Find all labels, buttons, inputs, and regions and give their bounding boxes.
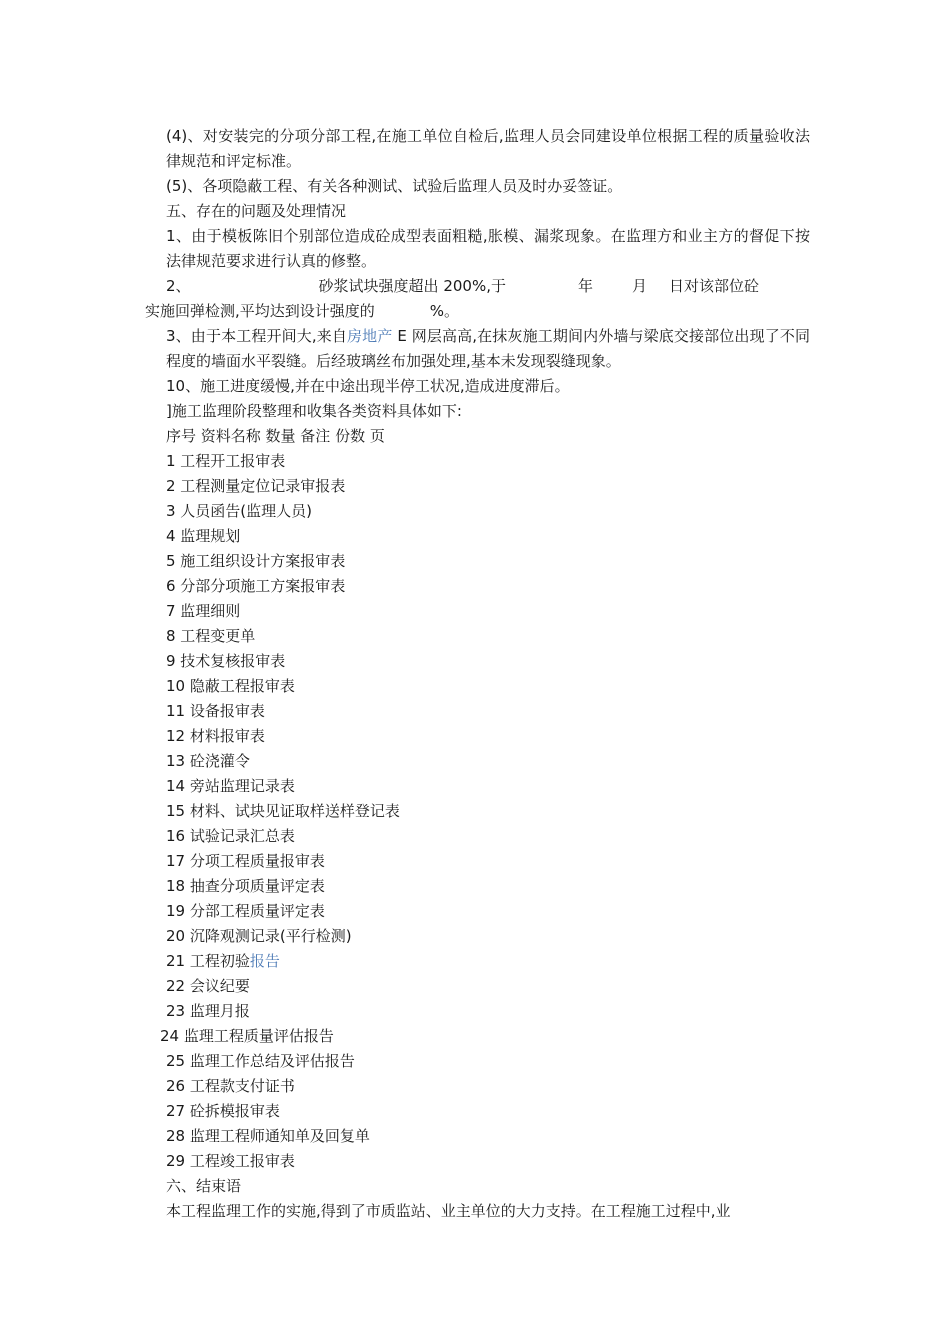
list-item: 13 砼浇灌令 xyxy=(166,752,250,770)
list-item: 7 监理细则 xyxy=(166,602,241,620)
list-item: 18 抽查分项质量评定表 xyxy=(166,877,325,895)
list-item: 6 分部分项施工方案报审表 xyxy=(166,577,346,595)
list-item: 27 砼拆模报审表 xyxy=(166,1102,280,1120)
list-item: 22 会议纪要 xyxy=(166,977,250,995)
issue-2-line-2 xyxy=(145,299,810,324)
list-item: 10 隐蔽工程报审表 xyxy=(166,677,295,695)
closing-paragraph: 本工程监理工作的实施,得到了市质监站、业主单位的大力支持。在工程施工过程中,业 xyxy=(166,1202,731,1220)
list-item: 14 旁站监理记录表 xyxy=(166,777,295,795)
issue-2-number: 2、 xyxy=(166,277,191,295)
issue-2-text-a: 砂浆试块强度超出 200%,于 xyxy=(318,277,506,295)
list-item: 1 工程开工报审表 xyxy=(166,452,286,470)
list-item: 19 分部工程质量评定表 xyxy=(166,902,325,920)
list-item: 16 试验记录汇总表 xyxy=(166,827,295,845)
list-item-text: 21 工程初验 xyxy=(166,952,250,970)
list-item: 11 设备报审表 xyxy=(166,702,265,720)
list-item-21 xyxy=(145,949,810,974)
issue-2-year: 年 xyxy=(577,277,593,295)
real-estate-link[interactable]: 房地产 xyxy=(347,327,393,345)
list-item: 12 材料报审表 xyxy=(166,727,265,745)
paragraph-item-5: (5)、各项隐蔽工程、有关各种测试、试验后监理人员及时办妥签证。 xyxy=(166,177,623,195)
list-item: 17 分项工程质量报审表 xyxy=(166,852,325,870)
list-item: 15 材料、试块见证取样送样登记表 xyxy=(166,802,400,820)
issue-3 xyxy=(145,324,810,374)
list-item: 5 施工组织设计方案报审表 xyxy=(166,552,346,570)
list-item: 20 沉降观测记录(平行检测) xyxy=(166,927,352,945)
issue-2-percent: %。 xyxy=(429,302,460,320)
issue-2-month: 月 xyxy=(631,277,647,295)
issue-2-text-b: 日对该部位砼 xyxy=(669,277,760,295)
issue-10: 10、施工进度缓慢,并在中途出现半停工状况,造成进度滞后。 xyxy=(166,377,570,395)
issue-2-text-c: 实施回弹检测,平均达到设计强度的 xyxy=(145,302,375,320)
collect-intro: ]施工监理阶段整理和收集各类资料具体如下: xyxy=(166,402,462,420)
section-heading-closing: 六、结束语 xyxy=(166,1177,242,1195)
document-list xyxy=(145,449,810,1174)
issue-1: 1、由于模板陈旧个别部位造成砼成型表面粗糙,胀模、漏浆现象。在监理方和业主方的督促下按法律规范要求进行认真的修整。 xyxy=(166,227,810,270)
list-item: 9 技术复核报审表 xyxy=(166,652,286,670)
document-body xyxy=(145,124,810,1224)
list-item-24: 24 监理工程质量评估报告 xyxy=(160,1027,334,1045)
list-item: 28 监理工程师通知单及回复单 xyxy=(166,1127,370,1145)
issue-3-text-a: 3、由于本工程开间大,来自 xyxy=(166,327,348,345)
section-heading-problems: 五、存在的问题及处理情况 xyxy=(166,202,347,220)
list-item: 26 工程款支付证书 xyxy=(166,1077,295,1095)
list-item: 23 监理月报 xyxy=(166,1002,250,1020)
report-link[interactable]: 报告 xyxy=(249,952,280,970)
list-item: 3 人员函告(监理人员) xyxy=(166,502,313,520)
paragraph-item-4: (4)、对安装完的分项分部工程,在施工单位自检后,监理人员会同建设单位根据工程的质量验收法律规范和评定标准。 xyxy=(166,127,810,170)
list-item: 2 工程测量定位记录审报表 xyxy=(166,477,346,495)
list-item: 4 监理规划 xyxy=(166,527,241,545)
issue-3-text-b: E 网层高高,在抹灰施工期间内外墙与梁底交接部位出现了不同程度的墙面水平裂缝。后经玻璃丝布加强处理,基本未发现裂缝现象。 xyxy=(166,327,810,370)
list-item: 29 工程竣工报审表 xyxy=(166,1152,295,1170)
issue-2-line-1 xyxy=(145,274,810,299)
list-item: 25 监理工作总结及评估报告 xyxy=(166,1052,355,1070)
list-item: 8 工程变更单 xyxy=(166,627,256,645)
table-header: 序号 资料名称 数量 备注 份数 页 xyxy=(166,427,385,445)
